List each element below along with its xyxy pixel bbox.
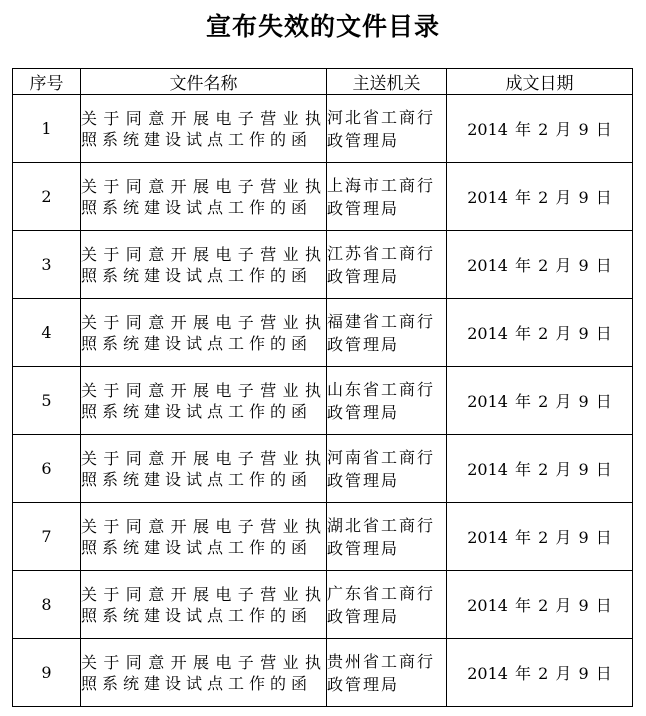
table-row xyxy=(13,95,633,163)
table-row xyxy=(13,163,633,231)
row-index: 9 xyxy=(13,639,81,707)
row-index: 1 xyxy=(13,95,81,163)
row-index: 7 xyxy=(13,503,81,571)
header-index: 序号 xyxy=(13,69,81,95)
row-date: 2014 年 2 月 9 日 xyxy=(447,163,633,231)
row-index: 4 xyxy=(13,299,81,367)
row-index: 8 xyxy=(13,571,81,639)
table-row xyxy=(13,503,633,571)
row-date: 2014 年 2 月 9 日 xyxy=(447,571,633,639)
table-row xyxy=(13,435,633,503)
row-document-name: 关于同意开展电子营业执照系统建设试点工作的函 xyxy=(81,163,327,231)
row-index: 5 xyxy=(13,367,81,435)
row-issuer: 河南省工商行政管理局 xyxy=(327,435,447,503)
row-issuer: 山东省工商行政管理局 xyxy=(327,367,447,435)
row-document-name: 关于同意开展电子营业执照系统建设试点工作的函 xyxy=(81,639,327,707)
row-document-name: 关于同意开展电子营业执照系统建设试点工作的函 xyxy=(81,571,327,639)
table-header-row xyxy=(13,69,633,95)
row-issuer: 福建省工商行政管理局 xyxy=(327,299,447,367)
row-document-name: 关于同意开展电子营业执照系统建设试点工作的函 xyxy=(81,231,327,299)
row-issuer: 上海市工商行政管理局 xyxy=(327,163,447,231)
row-issuer: 贵州省工商行政管理局 xyxy=(327,639,447,707)
table-row xyxy=(13,639,633,707)
row-index: 2 xyxy=(13,163,81,231)
page-title: 宣布失效的文件目录 xyxy=(205,12,440,41)
row-document-name: 关于同意开展电子营业执照系统建设试点工作的函 xyxy=(81,503,327,571)
table-row xyxy=(13,367,633,435)
row-date: 2014 年 2 月 9 日 xyxy=(447,367,633,435)
row-issuer: 广东省工商行政管理局 xyxy=(327,571,447,639)
row-date: 2014 年 2 月 9 日 xyxy=(447,639,633,707)
row-date: 2014 年 2 月 9 日 xyxy=(447,299,633,367)
header-date: 成文日期 xyxy=(447,69,633,95)
row-document-name: 关于同意开展电子营业执照系统建设试点工作的函 xyxy=(81,95,327,163)
row-document-name: 关于同意开展电子营业执照系统建设试点工作的函 xyxy=(81,367,327,435)
row-document-name: 关于同意开展电子营业执照系统建设试点工作的函 xyxy=(81,435,327,503)
header-issuer: 主送机关 xyxy=(327,69,447,95)
row-date: 2014 年 2 月 9 日 xyxy=(447,95,633,163)
row-date: 2014 年 2 月 9 日 xyxy=(447,503,633,571)
invalidated-documents-table xyxy=(12,68,633,707)
header-name: 文件名称 xyxy=(81,69,327,95)
row-issuer: 湖北省工商行政管理局 xyxy=(327,503,447,571)
row-issuer: 河北省工商行政管理局 xyxy=(327,95,447,163)
table-row xyxy=(13,571,633,639)
table-row xyxy=(13,299,633,367)
row-index: 6 xyxy=(13,435,81,503)
row-index: 3 xyxy=(13,231,81,299)
table-row xyxy=(13,231,633,299)
row-date: 2014 年 2 月 9 日 xyxy=(447,231,633,299)
row-issuer: 江苏省工商行政管理局 xyxy=(327,231,447,299)
row-date: 2014 年 2 月 9 日 xyxy=(447,435,633,503)
row-document-name: 关于同意开展电子营业执照系统建设试点工作的函 xyxy=(81,299,327,367)
